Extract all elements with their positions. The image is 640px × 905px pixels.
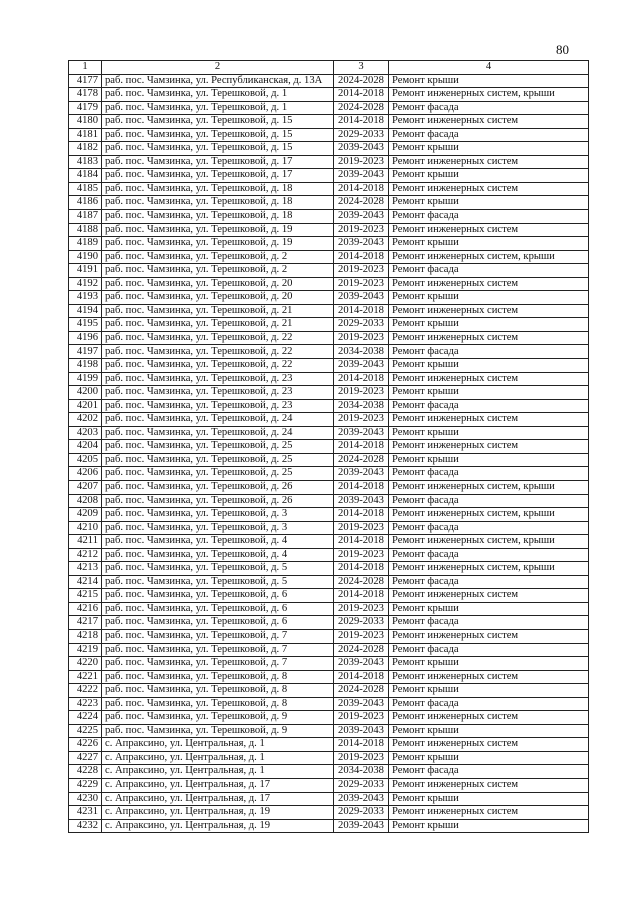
- row-number-cell: 4210: [69, 521, 102, 535]
- work-type-cell: Ремонт инженерных систем: [389, 277, 589, 291]
- table-row: [69, 480, 589, 494]
- row-number-cell: 4220: [69, 657, 102, 671]
- period-cell: 2024-2028: [334, 575, 389, 589]
- table-row: [69, 331, 589, 345]
- period-cell: 2039-2043: [334, 657, 389, 671]
- work-type-cell: Ремонт крыши: [389, 386, 589, 400]
- address-cell: раб. пос. Чамзинка, ул. Терешковой, д. 3: [102, 521, 334, 535]
- work-type-cell: Ремонт фасада: [389, 521, 589, 535]
- address-cell: раб. пос. Чамзинка, ул. Терешковой, д. 8: [102, 684, 334, 698]
- row-number-cell: 4182: [69, 142, 102, 156]
- period-cell: 2019-2023: [334, 629, 389, 643]
- row-number-cell: 4223: [69, 697, 102, 711]
- table-row: [69, 74, 589, 88]
- row-number-cell: 4219: [69, 643, 102, 657]
- row-number-cell: 4190: [69, 250, 102, 264]
- row-number-cell: 4204: [69, 440, 102, 454]
- period-cell: 2039-2043: [334, 494, 389, 508]
- table-row: [69, 101, 589, 115]
- row-number-cell: 4201: [69, 399, 102, 413]
- table-row: [69, 304, 589, 318]
- address-cell: раб. пос. Чамзинка, ул. Терешковой, д. 1: [102, 101, 334, 115]
- address-cell: с. Апраксино, ул. Центральная, д. 19: [102, 819, 334, 833]
- table-row: [69, 210, 589, 224]
- period-cell: 2014-2018: [334, 738, 389, 752]
- work-type-cell: Ремонт инженерных систем: [389, 738, 589, 752]
- work-type-cell: Ремонт инженерных систем, крыши: [389, 480, 589, 494]
- work-type-cell: Ремонт крыши: [389, 453, 589, 467]
- row-number-cell: 4193: [69, 291, 102, 305]
- row-number-cell: 4221: [69, 670, 102, 684]
- page-number: 80: [556, 42, 569, 57]
- work-type-cell: Ремонт крыши: [389, 237, 589, 251]
- work-type-cell: Ремонт инженерных систем: [389, 155, 589, 169]
- table-row: [69, 237, 589, 251]
- work-type-cell: Ремонт фасада: [389, 643, 589, 657]
- address-cell: раб. пос. Чамзинка, ул. Терешковой, д. 26: [102, 480, 334, 494]
- row-number-cell: 4177: [69, 74, 102, 88]
- period-cell: 2039-2043: [334, 819, 389, 833]
- address-cell: раб. пос. Чамзинка, ул. Терешковой, д. 20: [102, 291, 334, 305]
- table-row: [69, 250, 589, 264]
- row-number-cell: 4188: [69, 223, 102, 237]
- row-number-cell: 4185: [69, 182, 102, 196]
- period-cell: 2024-2028: [334, 453, 389, 467]
- header-row: [69, 61, 589, 75]
- address-cell: раб. пос. Чамзинка, ул. Терешковой, д. 2: [102, 264, 334, 278]
- address-cell: раб. пос. Чамзинка, ул. Терешковой, д. 26: [102, 494, 334, 508]
- period-cell: 2029-2033: [334, 128, 389, 142]
- address-cell: раб. пос. Чамзинка, ул. Терешковой, д. 23: [102, 372, 334, 386]
- address-cell: раб. пос. Чамзинка, ул. Терешковой, д. 9: [102, 711, 334, 725]
- work-type-cell: Ремонт крыши: [389, 819, 589, 833]
- work-type-cell: Ремонт инженерных систем: [389, 331, 589, 345]
- table-row: [69, 453, 589, 467]
- period-cell: 2019-2023: [334, 223, 389, 237]
- table-row: [69, 399, 589, 413]
- work-type-cell: Ремонт фасада: [389, 467, 589, 481]
- period-cell: 2039-2043: [334, 467, 389, 481]
- row-number-cell: 4209: [69, 508, 102, 522]
- period-cell: 2029-2033: [334, 616, 389, 630]
- address-cell: раб. пос. Чамзинка, ул. Терешковой, д. 4: [102, 535, 334, 549]
- row-number-cell: 4197: [69, 345, 102, 359]
- table-row: [69, 88, 589, 102]
- period-cell: 2014-2018: [334, 480, 389, 494]
- row-number-cell: 4179: [69, 101, 102, 115]
- table-row: [69, 467, 589, 481]
- work-type-cell: Ремонт фасада: [389, 128, 589, 142]
- period-cell: 2019-2023: [334, 711, 389, 725]
- period-cell: 2039-2043: [334, 291, 389, 305]
- address-cell: с. Апраксино, ул. Центральная, д. 1: [102, 738, 334, 752]
- table-row: [69, 724, 589, 738]
- work-type-cell: Ремонт крыши: [389, 426, 589, 440]
- register-table: [68, 60, 589, 833]
- period-cell: 2039-2043: [334, 210, 389, 224]
- address-cell: раб. пос. Чамзинка, ул. Терешковой, д. 9: [102, 724, 334, 738]
- address-cell: с. Апраксино, ул. Центральная, д. 19: [102, 806, 334, 820]
- period-cell: 2019-2023: [334, 277, 389, 291]
- work-type-cell: Ремонт инженерных систем: [389, 670, 589, 684]
- work-type-cell: Ремонт инженерных систем, крыши: [389, 562, 589, 576]
- row-number-cell: 4213: [69, 562, 102, 576]
- period-cell: 2014-2018: [334, 589, 389, 603]
- work-type-cell: Ремонт инженерных систем, крыши: [389, 535, 589, 549]
- period-cell: 2014-2018: [334, 562, 389, 576]
- address-cell: раб. пос. Чамзинка, ул. Терешковой, д. 18: [102, 210, 334, 224]
- table-row: [69, 318, 589, 332]
- period-cell: 2019-2023: [334, 155, 389, 169]
- row-number-cell: 4222: [69, 684, 102, 698]
- work-type-cell: Ремонт крыши: [389, 142, 589, 156]
- period-cell: 2014-2018: [334, 250, 389, 264]
- row-number-cell: 4205: [69, 453, 102, 467]
- row-number-cell: 4211: [69, 535, 102, 549]
- address-cell: раб. пос. Чамзинка, ул. Терешковой, д. 25: [102, 453, 334, 467]
- address-cell: раб. пос. Чамзинка, ул. Терешковой, д. 20: [102, 277, 334, 291]
- address-cell: раб. пос. Чамзинка, ул. Терешковой, д. 4: [102, 548, 334, 562]
- period-cell: 2039-2043: [334, 359, 389, 373]
- period-cell: 2039-2043: [334, 792, 389, 806]
- row-number-cell: 4229: [69, 778, 102, 792]
- work-type-cell: Ремонт инженерных систем: [389, 304, 589, 318]
- row-number-cell: 4212: [69, 548, 102, 562]
- table-row: [69, 657, 589, 671]
- row-number-cell: 4216: [69, 602, 102, 616]
- address-cell: раб. пос. Чамзинка, ул. Терешковой, д. 22: [102, 345, 334, 359]
- address-cell: раб. пос. Чамзинка, ул. Терешковой, д. 6: [102, 602, 334, 616]
- work-type-cell: Ремонт крыши: [389, 684, 589, 698]
- row-number-cell: 4187: [69, 210, 102, 224]
- table-row: [69, 616, 589, 630]
- row-number-cell: 4200: [69, 386, 102, 400]
- address-cell: раб. пос. Чамзинка, ул. Терешковой, д. 18: [102, 196, 334, 210]
- period-cell: 2014-2018: [334, 182, 389, 196]
- period-cell: 2019-2023: [334, 521, 389, 535]
- row-number-cell: 4183: [69, 155, 102, 169]
- address-cell: раб. пос. Чамзинка, ул. Терешковой, д. 3: [102, 508, 334, 522]
- address-cell: раб. пос. Чамзинка, ул. Терешковой, д. 24: [102, 426, 334, 440]
- row-number-cell: 4224: [69, 711, 102, 725]
- period-cell: 2014-2018: [334, 304, 389, 318]
- table-row: [69, 711, 589, 725]
- work-type-cell: Ремонт фасада: [389, 765, 589, 779]
- table-row: [69, 372, 589, 386]
- row-number-cell: 4218: [69, 629, 102, 643]
- address-cell: раб. пос. Чамзинка, ул. Терешковой, д. 25: [102, 440, 334, 454]
- table-row: [69, 359, 589, 373]
- table-row: [69, 778, 589, 792]
- row-number-cell: 4189: [69, 237, 102, 251]
- address-cell: раб. пос. Чамзинка, ул. Терешковой, д. 6: [102, 616, 334, 630]
- period-cell: 2014-2018: [334, 535, 389, 549]
- row-number-cell: 4196: [69, 331, 102, 345]
- address-cell: раб. пос. Чамзинка, ул. Терешковой, д. 22: [102, 359, 334, 373]
- address-cell: раб. пос. Чамзинка, ул. Терешковой, д. 17: [102, 155, 334, 169]
- address-cell: раб. пос. Чамзинка, ул. Терешковой, д. 8: [102, 697, 334, 711]
- period-cell: 2039-2043: [334, 426, 389, 440]
- address-cell: раб. пос. Чамзинка, ул. Терешковой, д. 17: [102, 169, 334, 183]
- period-cell: 2034-2038: [334, 765, 389, 779]
- period-cell: 2019-2023: [334, 264, 389, 278]
- table-row: [69, 169, 589, 183]
- work-type-cell: Ремонт инженерных систем: [389, 806, 589, 820]
- address-cell: раб. пос. Чамзинка, ул. Республиканская, д. 13А: [102, 74, 334, 88]
- table-row: [69, 765, 589, 779]
- work-type-cell: Ремонт крыши: [389, 657, 589, 671]
- work-type-cell: Ремонт инженерных систем: [389, 413, 589, 427]
- period-cell: 2019-2023: [334, 386, 389, 400]
- work-type-cell: Ремонт крыши: [389, 169, 589, 183]
- work-type-cell: Ремонт инженерных систем: [389, 589, 589, 603]
- period-cell: 2024-2028: [334, 74, 389, 88]
- table-row: [69, 413, 589, 427]
- address-cell: раб. пос. Чамзинка, ул. Терешковой, д. 5: [102, 562, 334, 576]
- address-cell: раб. пос. Чамзинка, ул. Терешковой, д. 2: [102, 250, 334, 264]
- address-cell: с. Апраксино, ул. Центральная, д. 1: [102, 765, 334, 779]
- period-cell: 2014-2018: [334, 88, 389, 102]
- address-cell: раб. пос. Чамзинка, ул. Терешковой, д. 7: [102, 629, 334, 643]
- period-cell: 2014-2018: [334, 440, 389, 454]
- work-type-cell: Ремонт инженерных систем: [389, 182, 589, 196]
- row-number-cell: 4181: [69, 128, 102, 142]
- row-number-cell: 4202: [69, 413, 102, 427]
- address-cell: раб. пос. Чамзинка, ул. Терешковой, д. 21: [102, 304, 334, 318]
- table-row: [69, 792, 589, 806]
- period-cell: 2014-2018: [334, 115, 389, 129]
- column-header: 2: [102, 61, 334, 75]
- period-cell: 2029-2033: [334, 318, 389, 332]
- address-cell: раб. пос. Чамзинка, ул. Терешковой, д. 15: [102, 128, 334, 142]
- work-type-cell: Ремонт крыши: [389, 751, 589, 765]
- column-header: 4: [389, 61, 589, 75]
- address-cell: раб. пос. Чамзинка, ул. Терешковой, д. 23: [102, 399, 334, 413]
- table-row: [69, 738, 589, 752]
- table-body: [69, 74, 589, 833]
- work-type-cell: Ремонт фасада: [389, 548, 589, 562]
- period-cell: 2039-2043: [334, 169, 389, 183]
- work-type-cell: Ремонт инженерных систем, крыши: [389, 88, 589, 102]
- period-cell: 2034-2038: [334, 345, 389, 359]
- table-row: [69, 751, 589, 765]
- row-number-cell: 4180: [69, 115, 102, 129]
- work-type-cell: Ремонт фасада: [389, 345, 589, 359]
- address-cell: раб. пос. Чамзинка, ул. Терешковой, д. 6: [102, 589, 334, 603]
- address-cell: раб. пос. Чамзинка, ул. Терешковой, д. 23: [102, 386, 334, 400]
- address-cell: раб. пос. Чамзинка, ул. Терешковой, д. 7: [102, 643, 334, 657]
- table-row: [69, 575, 589, 589]
- table-row: [69, 535, 589, 549]
- work-type-cell: Ремонт крыши: [389, 318, 589, 332]
- table-row: [69, 562, 589, 576]
- work-type-cell: Ремонт крыши: [389, 74, 589, 88]
- period-cell: 2014-2018: [334, 372, 389, 386]
- work-type-cell: Ремонт инженерных систем: [389, 629, 589, 643]
- period-cell: 2039-2043: [334, 724, 389, 738]
- work-type-cell: Ремонт фасада: [389, 210, 589, 224]
- row-number-cell: 4214: [69, 575, 102, 589]
- work-type-cell: Ремонт фасада: [389, 264, 589, 278]
- work-type-cell: Ремонт инженерных систем, крыши: [389, 250, 589, 264]
- table-row: [69, 115, 589, 129]
- period-cell: 2024-2028: [334, 101, 389, 115]
- work-type-cell: Ремонт фасада: [389, 697, 589, 711]
- period-cell: 2019-2023: [334, 751, 389, 765]
- period-cell: 2019-2023: [334, 413, 389, 427]
- work-type-cell: Ремонт крыши: [389, 724, 589, 738]
- row-number-cell: 4232: [69, 819, 102, 833]
- work-type-cell: Ремонт крыши: [389, 359, 589, 373]
- table-row: [69, 697, 589, 711]
- table-row: [69, 386, 589, 400]
- row-number-cell: 4227: [69, 751, 102, 765]
- table-row: [69, 291, 589, 305]
- table-row: [69, 819, 589, 833]
- table-row: [69, 589, 589, 603]
- period-cell: 2029-2033: [334, 778, 389, 792]
- work-type-cell: Ремонт инженерных систем: [389, 778, 589, 792]
- address-cell: раб. пос. Чамзинка, ул. Терешковой, д. 15: [102, 115, 334, 129]
- table-row: [69, 426, 589, 440]
- period-cell: 2024-2028: [334, 684, 389, 698]
- address-cell: с. Апраксино, ул. Центральная, д. 17: [102, 792, 334, 806]
- row-number-cell: 4225: [69, 724, 102, 738]
- period-cell: 2014-2018: [334, 670, 389, 684]
- table-row: [69, 182, 589, 196]
- period-cell: 2039-2043: [334, 697, 389, 711]
- row-number-cell: 4191: [69, 264, 102, 278]
- row-number-cell: 4186: [69, 196, 102, 210]
- row-number-cell: 4208: [69, 494, 102, 508]
- table-row: [69, 128, 589, 142]
- address-cell: раб. пос. Чамзинка, ул. Терешковой, д. 21: [102, 318, 334, 332]
- column-header: 1: [69, 61, 102, 75]
- row-number-cell: 4206: [69, 467, 102, 481]
- row-number-cell: 4178: [69, 88, 102, 102]
- work-type-cell: Ремонт крыши: [389, 792, 589, 806]
- row-number-cell: 4184: [69, 169, 102, 183]
- row-number-cell: 4231: [69, 806, 102, 820]
- row-number-cell: 4226: [69, 738, 102, 752]
- table-row: [69, 629, 589, 643]
- table-row: [69, 142, 589, 156]
- address-cell: раб. пос. Чамзинка, ул. Терешковой, д. 25: [102, 467, 334, 481]
- address-cell: раб. пос. Чамзинка, ул. Терешковой, д. 15: [102, 142, 334, 156]
- row-number-cell: 4207: [69, 480, 102, 494]
- period-cell: 2039-2043: [334, 142, 389, 156]
- work-type-cell: Ремонт инженерных систем, крыши: [389, 508, 589, 522]
- period-cell: 2019-2023: [334, 331, 389, 345]
- address-cell: раб. пос. Чамзинка, ул. Терешковой, д. 1: [102, 88, 334, 102]
- column-header: 3: [334, 61, 389, 75]
- row-number-cell: 4194: [69, 304, 102, 318]
- period-cell: 2024-2028: [334, 196, 389, 210]
- work-type-cell: Ремонт инженерных систем: [389, 223, 589, 237]
- address-cell: раб. пос. Чамзинка, ул. Терешковой, д. 18: [102, 182, 334, 196]
- address-cell: раб. пос. Чамзинка, ул. Терешковой, д. 19: [102, 237, 334, 251]
- table-row: [69, 223, 589, 237]
- address-cell: раб. пос. Чамзинка, ул. Терешковой, д. 24: [102, 413, 334, 427]
- row-number-cell: 4217: [69, 616, 102, 630]
- row-number-cell: 4192: [69, 277, 102, 291]
- address-cell: с. Апраксино, ул. Центральная, д. 1: [102, 751, 334, 765]
- work-type-cell: Ремонт инженерных систем: [389, 115, 589, 129]
- table-row: [69, 670, 589, 684]
- address-cell: раб. пос. Чамзинка, ул. Терешковой, д. 19: [102, 223, 334, 237]
- table-row: [69, 548, 589, 562]
- work-type-cell: Ремонт фасада: [389, 494, 589, 508]
- period-cell: 2019-2023: [334, 602, 389, 616]
- work-type-cell: Ремонт фасада: [389, 101, 589, 115]
- table-row: [69, 440, 589, 454]
- table-row: [69, 684, 589, 698]
- work-type-cell: Ремонт фасада: [389, 399, 589, 413]
- table-row: [69, 521, 589, 535]
- work-type-cell: Ремонт инженерных систем: [389, 711, 589, 725]
- row-number-cell: 4195: [69, 318, 102, 332]
- work-type-cell: Ремонт фасада: [389, 616, 589, 630]
- address-cell: раб. пос. Чамзинка, ул. Терешковой, д. 8: [102, 670, 334, 684]
- table-row: [69, 196, 589, 210]
- row-number-cell: 4198: [69, 359, 102, 373]
- row-number-cell: 4230: [69, 792, 102, 806]
- period-cell: 2019-2023: [334, 548, 389, 562]
- work-type-cell: Ремонт крыши: [389, 196, 589, 210]
- row-number-cell: 4228: [69, 765, 102, 779]
- row-number-cell: 4203: [69, 426, 102, 440]
- period-cell: 2034-2038: [334, 399, 389, 413]
- address-cell: раб. пос. Чамзинка, ул. Терешковой, д. 5: [102, 575, 334, 589]
- period-cell: 2014-2018: [334, 508, 389, 522]
- table-row: [69, 508, 589, 522]
- table-row: [69, 602, 589, 616]
- work-type-cell: Ремонт крыши: [389, 291, 589, 305]
- table-row: [69, 345, 589, 359]
- address-cell: раб. пос. Чамзинка, ул. Терешковой, д. 22: [102, 331, 334, 345]
- table-row: [69, 264, 589, 278]
- address-cell: раб. пос. Чамзинка, ул. Терешковой, д. 7: [102, 657, 334, 671]
- row-number-cell: 4199: [69, 372, 102, 386]
- work-type-cell: Ремонт крыши: [389, 602, 589, 616]
- table-row: [69, 806, 589, 820]
- work-type-cell: Ремонт инженерных систем: [389, 372, 589, 386]
- table-row: [69, 277, 589, 291]
- address-cell: с. Апраксино, ул. Центральная, д. 17: [102, 778, 334, 792]
- period-cell: 2024-2028: [334, 643, 389, 657]
- row-number-cell: 4215: [69, 589, 102, 603]
- work-type-cell: Ремонт инженерных систем: [389, 440, 589, 454]
- table-row: [69, 643, 589, 657]
- work-type-cell: Ремонт фасада: [389, 575, 589, 589]
- table-row: [69, 155, 589, 169]
- table-row: [69, 494, 589, 508]
- period-cell: 2029-2033: [334, 806, 389, 820]
- period-cell: 2039-2043: [334, 237, 389, 251]
